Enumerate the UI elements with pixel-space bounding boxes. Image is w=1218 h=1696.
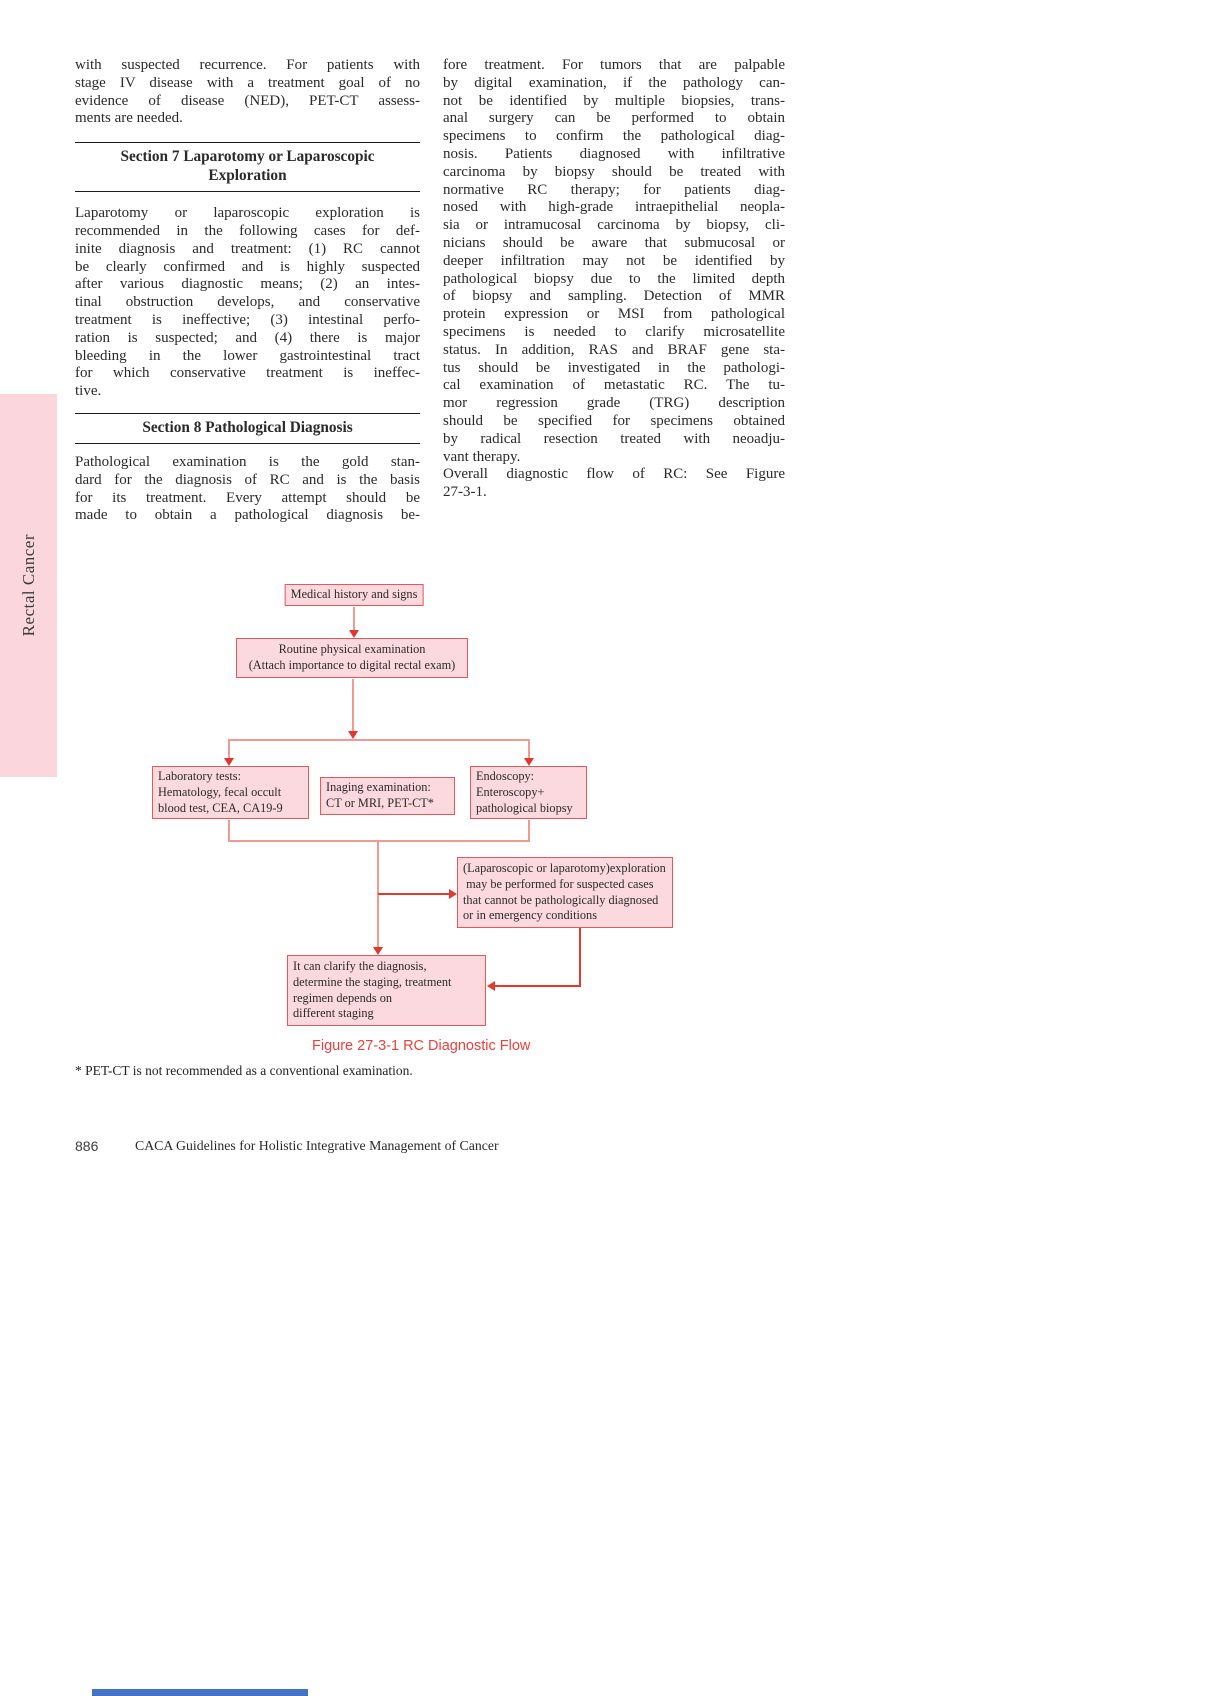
arrow-right-icon bbox=[449, 889, 457, 899]
flow-node-imaging bbox=[320, 777, 455, 815]
connector-branch-bar bbox=[228, 739, 530, 741]
chapter-tab bbox=[0, 394, 57, 777]
connector-exam-down bbox=[352, 679, 354, 733]
arrow-down-icon bbox=[373, 947, 383, 955]
text-line: protein expression or MSI from pathological bbox=[443, 306, 785, 323]
text-line: Enteroscopy+ bbox=[476, 784, 545, 799]
text-line: that cannot be pathologically diagnosed bbox=[463, 892, 659, 907]
text-line: Medical history and signs bbox=[290, 587, 418, 601]
arrow-down-icon bbox=[349, 630, 359, 638]
right-column bbox=[443, 57, 785, 502]
text-line: Laparotomy or laparoscopic exploration is bbox=[75, 205, 420, 222]
text-line: recommended in the following cases for def- bbox=[75, 222, 420, 239]
text-line: mor regression grade (TRG) description bbox=[443, 395, 785, 412]
paragraph-pathology-continued bbox=[443, 57, 785, 466]
text-line: bleeding in the lower gastrointestinal tract bbox=[75, 347, 420, 364]
text-line: tive. bbox=[75, 383, 102, 400]
text-line: sia or intramucosal carcinoma by biopsy, cli- bbox=[443, 217, 785, 234]
text-line: ments are needed. bbox=[75, 110, 183, 127]
text-line: tus should be investigated in the pathologi- bbox=[443, 359, 785, 376]
connector-lab-down bbox=[228, 820, 230, 840]
text-line: evidence of disease (NED), PET-CT assess- bbox=[75, 92, 420, 109]
text-line: anal surgery can be performed to obtain bbox=[443, 110, 785, 127]
text-line: Inaging examination: bbox=[326, 780, 431, 794]
text-line: after various diagnostic means; (2) an intes- bbox=[75, 276, 420, 293]
connector-to-exploration bbox=[378, 893, 449, 895]
connector-merge-bar bbox=[228, 840, 530, 842]
text-line: nosed with high-grade intraepithelial neopla- bbox=[443, 199, 785, 216]
text-line: for its treatment. Every attempt should be bbox=[75, 489, 420, 506]
text-line: not be identified by multiple biopsies, trans- bbox=[443, 92, 785, 109]
section-8-heading bbox=[75, 413, 420, 444]
text-line: Endoscopy: bbox=[476, 769, 535, 783]
text-line: Overall diagnostic flow of RC: See Figure bbox=[443, 466, 785, 483]
text-line: determine the staging, treatment bbox=[293, 974, 452, 989]
text-line: CT or MRI, PET-CT* bbox=[326, 795, 434, 810]
running-footer-title: CACA Guidelines for Holistic Integrative Management of Cancer bbox=[135, 1138, 499, 1153]
text-line: status. In addition, RAS and BRAF gene sta- bbox=[443, 341, 785, 358]
text-line: carcinoma by biopsy should be treated with bbox=[443, 163, 785, 180]
section-7-title-line1: Section 7 Laparotomy or Laparoscopic bbox=[120, 148, 375, 166]
text-line: for which conservative treatment is ineffec- bbox=[75, 365, 420, 382]
text-line: stage IV disease with a treatment goal of no bbox=[75, 74, 420, 91]
text-line: fore treatment. For tumors that are palpable bbox=[443, 57, 785, 73]
footnote: * PET-CT is not recommended as a conventional examination. bbox=[75, 1063, 413, 1078]
text-line: by radical resection treated with neoadju- bbox=[443, 430, 785, 447]
text-line: different staging bbox=[293, 1006, 374, 1021]
paragraph-overall-flow bbox=[443, 466, 785, 502]
page-number: 886 bbox=[75, 1138, 99, 1154]
text-line: regimen depends on bbox=[293, 990, 393, 1005]
text-line: normative RC therapy; for patients diag- bbox=[443, 181, 785, 198]
arrow-down-icon bbox=[348, 731, 358, 739]
connector-endoscopy-down bbox=[528, 820, 530, 840]
text-line: Laboratory tests: bbox=[158, 769, 241, 783]
arrow-down-icon bbox=[524, 758, 534, 766]
text-line: pathological biopsy bbox=[476, 800, 573, 815]
flow-node-routine-exam bbox=[236, 638, 468, 678]
text-line: (Laparoscopic or laparotomy)exploration bbox=[463, 861, 666, 875]
flow-node-conclusion bbox=[287, 955, 486, 1026]
text-line: treatment is ineffective; (3) intestinal perfo- bbox=[75, 311, 420, 328]
text-line: deeper infiltration may not be identified by bbox=[443, 252, 785, 269]
chapter-tab-label: Rectal Cancer bbox=[18, 534, 38, 637]
text-line: pathological biopsy due to the limited depth bbox=[443, 270, 785, 287]
text-line: nosis. Patients diagnosed with infiltrative bbox=[443, 145, 785, 162]
text-line: ration is suspected; and (4) there is major bbox=[75, 329, 420, 346]
flow-node-endoscopy bbox=[470, 766, 587, 819]
connector-exploration-down bbox=[579, 928, 581, 987]
figure-caption: Figure 27-3-1 RC Diagnostic Flow bbox=[312, 1038, 531, 1054]
text-line: or in emergency conditions bbox=[463, 908, 597, 923]
arrow-down-icon bbox=[224, 758, 234, 766]
connector-exploration-left bbox=[495, 985, 581, 987]
flow-node-exploration bbox=[457, 857, 673, 928]
paragraph-intro bbox=[75, 57, 420, 128]
connector-history-to-exam bbox=[353, 607, 355, 630]
text-line: by digital examination, if the pathology can- bbox=[443, 74, 785, 91]
text-line: cal examination of metastatic RC. The tu- bbox=[443, 377, 785, 394]
text-line: (Attach importance to digital rectal exam) bbox=[248, 657, 456, 672]
section-8-title: Section 8 Pathological Diagnosis bbox=[142, 418, 353, 436]
text-line: be clearly confirmed and is highly suspected bbox=[75, 258, 420, 275]
text-line: of biopsy and sampling. Detection of MMR bbox=[443, 288, 785, 305]
text-line: vant therapy. bbox=[443, 448, 521, 465]
bottom-blue-bar bbox=[92, 1689, 308, 1696]
text-line: specimens to confirm the pathological diag- bbox=[443, 128, 785, 145]
paragraph-pathology bbox=[75, 454, 420, 525]
text-line: blood test, CEA, CA19-9 bbox=[158, 800, 283, 815]
text-line: tinal obstruction develops, and conservative bbox=[75, 294, 420, 311]
paragraph-laparotomy bbox=[75, 205, 420, 401]
arrow-left-icon bbox=[487, 981, 495, 991]
connector-to-lab-tests bbox=[228, 739, 230, 758]
text-line: Pathological examination is the gold stan- bbox=[75, 453, 420, 470]
text-line: Routine physical examination bbox=[278, 642, 426, 656]
text-line: with suspected recurrence. For patients with bbox=[75, 57, 420, 73]
text-line: may be performed for suspected cases bbox=[463, 876, 654, 891]
section-7-title-line2: Exploration bbox=[208, 167, 287, 185]
text-line: should be specified for specimens obtained bbox=[443, 412, 785, 429]
text-line: inite diagnosis and treatment: (1) RC cannot bbox=[75, 240, 420, 257]
text-line: specimens is needed to clarify microsatellite bbox=[443, 323, 785, 340]
flow-node-medical-history bbox=[285, 584, 424, 606]
text-line: 27-3-1. bbox=[443, 484, 487, 501]
text-line: made to obtain a pathological diagnosis be- bbox=[75, 507, 420, 524]
section-7-heading bbox=[75, 142, 420, 192]
connector-to-endoscopy bbox=[528, 739, 530, 758]
text-line: nicians should be aware that submucosal or bbox=[443, 234, 785, 251]
text-line: dard for the diagnosis of RC and is the basis bbox=[75, 471, 420, 488]
text-line: It can clarify the diagnosis, bbox=[293, 959, 427, 973]
text-line: Hematology, fecal occult bbox=[158, 784, 282, 799]
flow-node-lab-tests bbox=[152, 766, 309, 819]
left-column bbox=[75, 57, 420, 525]
